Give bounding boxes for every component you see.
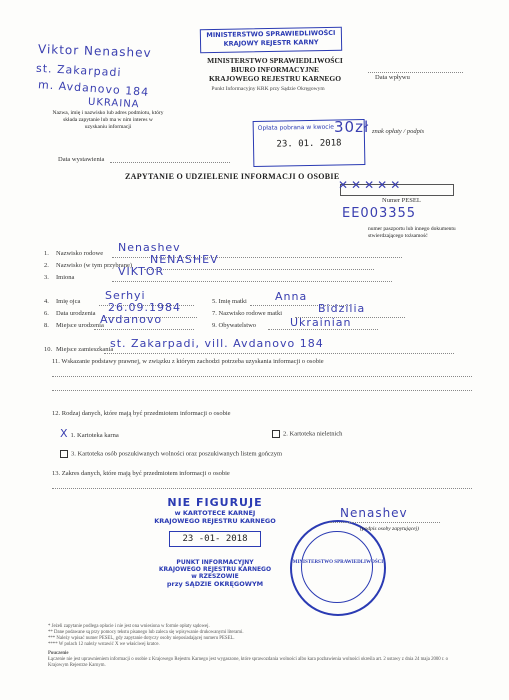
field-line: [144, 269, 374, 270]
mother-name-label: 5. Imię matki: [212, 298, 247, 305]
field-number: 2.: [44, 262, 49, 269]
result-stamp-line1: NIE FIGURUJE: [167, 496, 263, 509]
result-stamp-line4: PUNKT INFORMACYJNY: [176, 559, 254, 566]
field-label: Imiona: [56, 274, 75, 281]
mother-name-value: Anna: [275, 290, 308, 303]
office-small-stamp: Punkt Informacyjny KRK przy Sądzie Okręgowym: [211, 86, 325, 92]
date-received-line: [368, 72, 463, 73]
official-seal: [290, 520, 386, 616]
mother-family-label: 7. Nazwisko rodowe matki: [212, 310, 283, 317]
signature-line: [330, 522, 440, 523]
fee-sign-label: znak opłaty / podpis: [372, 128, 425, 135]
result-stamp-line3: KRAJOWEGO REJESTRU KARNEGO: [154, 517, 276, 525]
purpose-line-2: [52, 390, 472, 391]
register-option-juvenile-label: 2. Kartoteka nieletnich: [283, 430, 343, 438]
seal-text: MINISTERSTWO SPRAWIEDLIWOŚCI: [292, 560, 384, 565]
passport-value: EE003355: [342, 206, 417, 221]
sender-caption: Nazwa, imię i nazwisko lub adres podmiotu, który składa zapytanie lub ma w nim interes w uzyskaniu informacji: [52, 110, 164, 130]
scope-line: [52, 488, 472, 489]
result-stamp-line5: KRAJOWEGO REJESTRU KARNEGO: [158, 566, 272, 573]
field-value: NENASHEV: [150, 253, 219, 266]
field-value: st. Zakarpadi, vill. Avdanovo 184: [110, 337, 324, 350]
fee-stamp-date: 23. 01. 2018: [276, 138, 342, 150]
result-stamp-line2: w KARTOTECE KARNEJ: [174, 509, 256, 517]
field-line: [94, 329, 194, 330]
sender-street: st. Zakarpadi: [35, 61, 122, 80]
ministry-stamp-line2: KRAJOWY REJESTR KARNY: [223, 38, 319, 48]
footer-note-3: *** Należy wpisać numer PESEL, gdy zapytanie dotyczy osoby nieposiadającej numeru PESEL.: [48, 636, 235, 641]
field-line: [112, 281, 392, 282]
field-number: 4.: [44, 298, 49, 305]
office-header: [175, 56, 375, 83]
field-value: Nenashev: [118, 241, 181, 254]
scope-label: 13. Zakres danych, które mają być przedmiotem informacji o osobie: [52, 470, 230, 477]
field-label: Data urodzenia: [56, 310, 96, 317]
register-option-criminal-label: 1. Kartoteka karna: [70, 432, 119, 439]
fee-stamp-label: Opłata pobrana w kwocie: [257, 123, 334, 132]
register-option-wanted[interactable]: [60, 450, 282, 458]
pouczenie-text: Łączenie nie jest uprawnieniem informacji o osobie z Krajowego Rejestru Karnego jest wygaszone, które sprawozdania wolności albo kara pozbawienia wolności określa art. 2 ustawy z dnia 24 maja 2000 r. o Krajowym Rejestrze Karnym.: [48, 657, 449, 668]
pesel-struck: ✕✕✕✕✕: [338, 178, 404, 192]
field-number: 3.: [44, 274, 49, 281]
field-value: 26.09.1984: [108, 301, 181, 314]
purpose-label: 11. Wskazanie podstawy prawnej, w związku z którym zachodzi potrzeba uzyskania informacji o osobie: [52, 358, 324, 365]
field-value: Serhyi: [105, 289, 146, 302]
form-title: ZAPYTANIE O UDZIELENIE INFORMACJI O OSOBIE: [125, 172, 340, 181]
pouczenie-title: Pouczenie: [48, 651, 69, 656]
result-stamp-date: 23 -01- 2018: [169, 531, 261, 547]
sender-country: UKRAINA: [87, 96, 140, 111]
ministry-stamp: [200, 27, 342, 53]
registers-label: 12. Rodzaj danych, które mają być przedmiotem informacji o osobie: [52, 410, 231, 417]
result-stamp-line6: w RZESZOWIE: [191, 573, 239, 580]
applicant-signature: Nenashev: [340, 506, 408, 520]
field-number: 6.: [44, 310, 49, 317]
passport-label: numer paszportu lub innego dokumentu stwierdzającego tożsamość: [368, 226, 456, 239]
footer-note-1: * Jeżeli zapytanie podlega opłacie i nie jest ona wniesiona w formie opłaty sądowej.: [48, 624, 210, 629]
field-value: VIKTOR: [118, 265, 165, 278]
register-option-juvenile[interactable]: [272, 430, 342, 438]
register-option-wanted-label: 3. Kartoteka osób poszukiwanych wolności oraz poszukiwanych listem gończym: [71, 450, 283, 458]
issue-date-line: [110, 162, 230, 163]
field-label: Imię ojca: [56, 298, 81, 305]
office-line1: MINISTERSTWO SPRAWIEDLIWOŚCI: [207, 56, 343, 65]
field-line: [104, 353, 454, 354]
sender-name: Viktor Nenashev: [37, 42, 152, 60]
field-number: 8.: [44, 322, 49, 329]
signature-label: (podpis osoby zapytującej): [360, 526, 419, 532]
footer-notes: [48, 624, 468, 669]
purpose-line-1: [52, 376, 472, 377]
field-label: Miejsce zamieszkania: [56, 346, 114, 353]
citizenship-value: Ukrainian: [290, 316, 352, 329]
fee-value: 30zł: [334, 118, 370, 136]
field-label: Nazwisko rodowe: [56, 250, 104, 257]
field-label: Nazwisko (w tym przybrane): [56, 262, 132, 269]
pesel-label: Numer PESEL: [382, 197, 421, 204]
result-stamp: [140, 496, 290, 588]
date-received-label: Data wpływu: [375, 74, 410, 81]
checkbox-wanted[interactable]: [60, 450, 68, 458]
checkbox-juvenile[interactable]: [272, 430, 280, 438]
field-label: Miejsce urodzenia: [56, 322, 104, 329]
result-stamp-line7: przy SĄDZIE OKRĘGOWYM: [166, 580, 264, 588]
register-option-criminal[interactable]: [60, 427, 119, 440]
issue-date-label: Data wystawienia: [58, 156, 105, 163]
citizenship-line: [268, 329, 378, 330]
field-number: 1.: [44, 250, 49, 257]
ministry-stamp-line1: MINISTERSTWO SPRAWIEDLIWOŚCI: [206, 28, 336, 40]
field-value: Avdanovo: [100, 313, 163, 326]
check-mark: X: [60, 427, 69, 440]
sender-city: m. Avdanovo 184: [37, 78, 150, 99]
citizenship-label: 9. Obywatelstwo: [212, 322, 257, 329]
footer-note-4: **** W polach 12 należy wstawić X we właściwej kratce.: [48, 642, 160, 647]
office-line2: BIURO INFORMACYJNE: [230, 65, 320, 74]
mother-family-value: Bidzilia: [318, 302, 366, 315]
footer-note-2: ** Dane podawane są przy pomocy tekstu pisanego lub zaleca się wpisywanie drukowanymi literami.: [48, 630, 244, 635]
office-line3: KRAJOWEGO REJESTRU KARNEGO: [208, 74, 342, 83]
field-number: 10.: [44, 346, 53, 353]
